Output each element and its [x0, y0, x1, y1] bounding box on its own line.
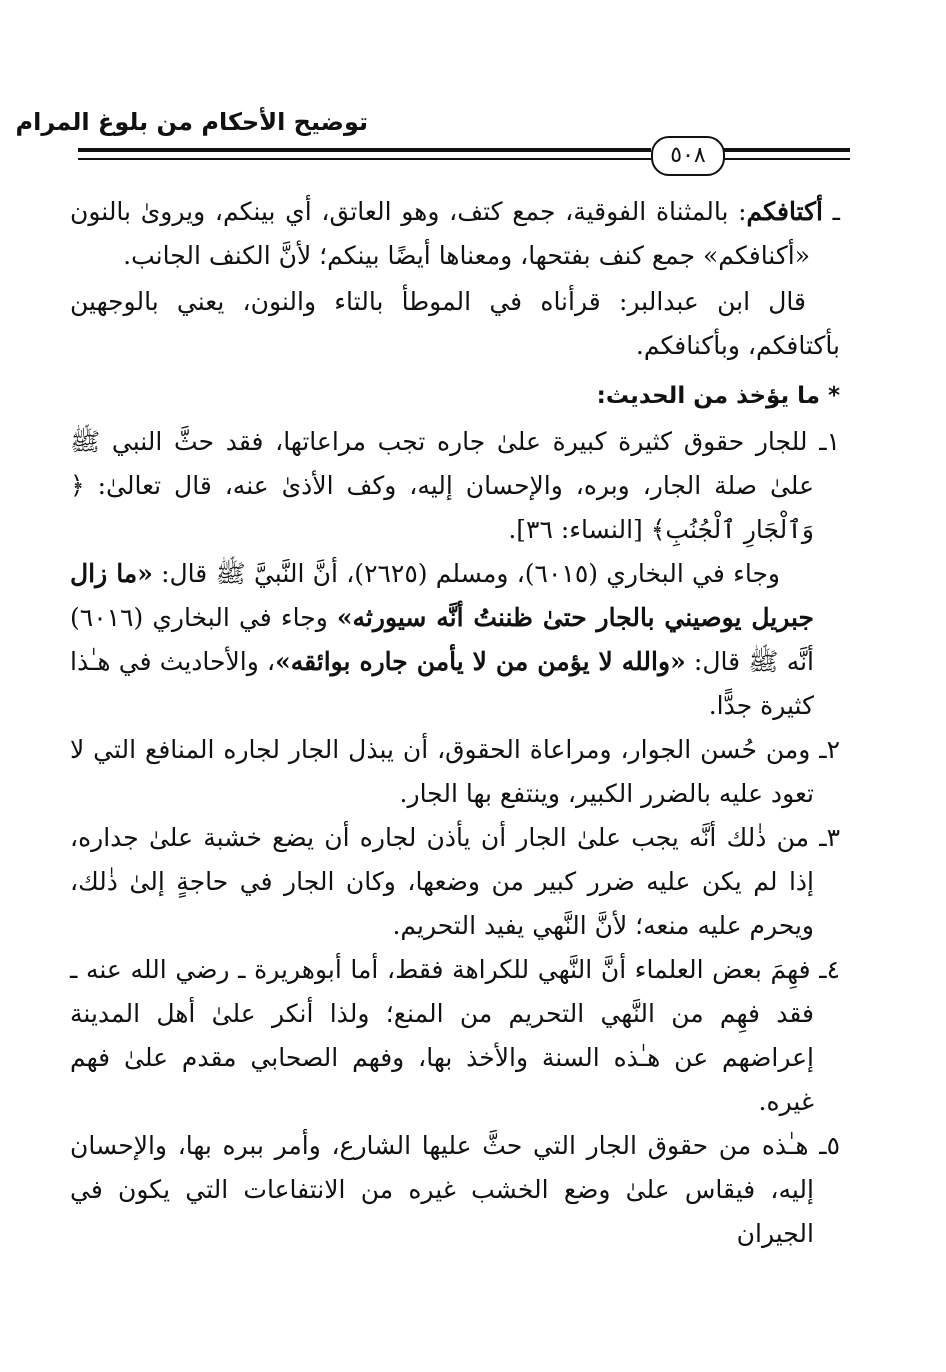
header-rule-thick-right	[722, 148, 850, 152]
point-2: ٢ـ ومن حُسن الجوار، ومراعاة الحقوق، أن يبذل الجار لجاره المنافع التي لا تعود عليه بالضرر الكبير، وينتفع بها الجار.	[70, 735, 840, 808]
point-3: ٣ـ من ذٰلك أنَّه يجب علىٰ الجار أن يأذن لجاره أن يضع خشبة علىٰ جداره، إذا لم يكن عليه ضرر كبير من وضعها، وكان الجار في حاجةٍ إلىٰ ذٰلك، ويحرم عليه منعه؛ لأنَّ النَّهي يفيد التحريم.	[70, 823, 840, 940]
hadith-intro: وجاء في البخاري (٦٠١٥)، ومسلم (٢٦٢٥)، أنَّ النَّبيَّ ﷺ قال:	[152, 559, 780, 588]
point-5: ٥ـ هـٰذه من حقوق الجار التي حثَّ عليها الشارع، وأمر ببره بها، والإحسان إليه، فيقاس علىٰ وضع الخشب غيره من الانتفاعات التي يكون في الجيران	[70, 1131, 840, 1248]
gloss-lead: ـ	[822, 197, 840, 226]
point-1-hadiths	[70, 552, 840, 728]
page-number: ٥٠٨	[651, 136, 725, 176]
hadith-mid: وجاء في البخاري (٦٠١٦) أنَّه ﷺ قال:	[70, 603, 814, 676]
gloss-text: : بالمثناة الفوقية، جمع كتف، وهو العاتق، أي بينكم، ويروىٰ بالنون «أكنافكم» جمع كنف بفتحها، ومعناها أيضًا بينكم؛ لأنَّ الكنف الجانب.	[70, 197, 810, 270]
gloss-paragraph	[70, 190, 840, 278]
section-title: * ما يؤخذ من الحديث:	[596, 383, 840, 409]
hadith-text-2: «والله لا يؤمن من لا يأمن جاره بوائقه»	[275, 647, 686, 676]
gloss-term: أكتافكم	[746, 197, 823, 226]
page-body	[70, 190, 840, 1256]
hadith-end: ، والأحاديث في هـٰذا كثيرة جدًّا.	[70, 647, 814, 720]
header-rule-thin-left	[78, 158, 651, 160]
header-rule-thick-left	[78, 148, 651, 152]
point-1: ١ـ للجار حقوق كثيرة كبيرة علىٰ جاره تجب مراعاتها، فقد حثَّ النبي ﷺ علىٰ صلة الجار، وبره، والإحسان إليه، وكف الأذىٰ عنه، قال تعالىٰ: ﴿ وَٱلْجَارِ ٱلْجُنُبِ﴾ [النساء: ٣٦].	[70, 427, 840, 544]
hadith-text-1: «ما زال جبريل يوصيني بالجار حتىٰ ظننتُ أنَّه سيورثه»	[70, 559, 814, 632]
ibn-abdulbarr-note: قال ابن عبدالبر: قرأناه في الموطأ بالتاء والنون، يعني بالوجهين بأكتافكم، وبأكنافكم.	[70, 287, 840, 360]
header-rule-thin-right	[722, 158, 850, 160]
point-4: ٤ـ فهِمَ بعض العلماء أنَّ النَّهي للكراهة فقط، أما أبوهريرة ـ رضي الله عنه ـ فقد فهِم من النَّهي التحريم من المنع؛ ولذا أنكر علىٰ أهل المدينة إعراضهم عن هـٰذه السنة والأخذ بها، وفهم الصحابي مقدم علىٰ فهم غيره.	[70, 955, 840, 1116]
running-title: توضيح الأحكام من بلوغ المرام	[15, 108, 368, 136]
